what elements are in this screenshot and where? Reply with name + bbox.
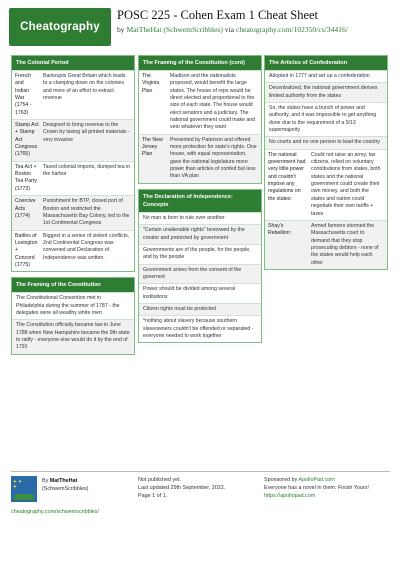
author-link[interactable]: MatTheHat (SchwemScribbles) xyxy=(126,25,223,34)
footer-sponsor xyxy=(264,476,388,500)
box-heading: The Colonial Period xyxy=(12,56,134,70)
column-1 xyxy=(11,55,135,360)
box-heading: The Framing of the Constitution (cont) xyxy=(139,56,261,70)
articles-box xyxy=(264,55,388,270)
row-key: The New Jersey Plan xyxy=(142,136,163,158)
sponsor-prefix: Sponsored by xyxy=(264,477,299,483)
paragraph: The Constitution officially became law in June 1788 when New Hampshire became the 9th state to ratify - everyone else would do it by the end of 1791 xyxy=(12,319,134,353)
paragraph: *nothing about slavery because southern slaveowners couldn't be offended or separated - everyone needed to work together xyxy=(139,315,261,342)
author-info xyxy=(42,478,88,493)
box-heading: The Framing of the Constitution xyxy=(12,278,134,292)
row-key: Stamp Act + Stamp Act Congress (1765) xyxy=(15,122,39,158)
author-prefix: By xyxy=(42,478,50,484)
byline xyxy=(117,25,348,34)
table-row xyxy=(139,70,261,134)
row-value: Punishment for BTP, closed port of Boston and restricted the Massachusetts Bay Colony, led to the 1st Continental Congress xyxy=(43,198,130,227)
table-row xyxy=(12,161,134,195)
row-value: Taxed colonial imports, dumped tea in the harbor xyxy=(43,163,131,178)
table-row xyxy=(12,230,134,272)
paragraph: The Constitutional Convention met in Philadelphia during the summer of 1787 - the delegates were all wealthy white men xyxy=(12,292,134,319)
row-value: Biggest in a series of violent conflicts, 2nd Continental Congress was convened and Declaration of Independence was written. xyxy=(43,232,130,261)
paragraph: No man is born to rule over another xyxy=(139,212,261,224)
row-value: Armed farmers stormed the Massachusetts court to demand that they stop prosecuting debtors - none of the states would help each other xyxy=(311,222,379,266)
column-3 xyxy=(264,55,388,275)
avatar-ground xyxy=(14,494,34,500)
sponsor-link[interactable]: ApolloPad.com xyxy=(298,477,335,483)
footer-meta xyxy=(138,476,262,500)
row-key: Battles of Lexington + Concord (1775) xyxy=(15,232,38,268)
byline-via: via xyxy=(222,25,236,34)
paragraph: So, the states have a bunch of power and authority, and it was impossible to get anything done due to the requirement of a 9/13 supermajority xyxy=(265,102,387,136)
table-row xyxy=(12,195,134,229)
framing-cont-box xyxy=(138,55,262,184)
author-name-link[interactable]: MatTheHat xyxy=(49,478,78,484)
row-key: The national government had very little power and couldn't impose any regulations on the states: xyxy=(268,151,306,202)
logo-text: Cheatography xyxy=(20,21,100,33)
paragraph: Adopted in 1777 and set up a confederation xyxy=(265,70,387,82)
author-handle: (SchwemScribbles) xyxy=(42,485,89,492)
byline-prefix: by xyxy=(117,25,127,34)
page-title: POSC 225 - Cohen Exam 1 Cheat Sheet xyxy=(117,8,319,22)
table-row xyxy=(265,149,387,220)
sponsor-text: Everyone has a novel in them. Finish Yours! xyxy=(264,485,369,491)
row-value: Bankrupts Great Britain which leads to a clamping down on the colonies and more of an effort to extract revenue xyxy=(43,73,126,102)
cheatography-logo[interactable] xyxy=(9,8,111,46)
sponsor-url-link[interactable]: https://apollopad.com xyxy=(264,493,316,499)
row-key: The Virginia Plan xyxy=(142,73,160,94)
paragraph: Decentralized, the national government derives limited authority from the states xyxy=(265,82,387,102)
paragraph: Governments are of the people, for the people, and by the people xyxy=(139,244,261,264)
box-heading: The Declaration of Independence: Concepts xyxy=(139,190,261,212)
row-key: French and Indian War (1754 - 1763) xyxy=(15,73,32,116)
table-row xyxy=(265,220,387,269)
row-value: Designed to bring revenue to the Crown by taxing all printed materials - very invasive xyxy=(43,122,130,143)
footer xyxy=(11,471,390,531)
header xyxy=(0,0,400,53)
paragraph: "Certain unalienable rights" bestowed by the creator and protected by government xyxy=(139,224,261,244)
declaration-box xyxy=(138,189,262,343)
paragraph: Power should be divided among several institutions xyxy=(139,283,261,303)
avatar[interactable] xyxy=(11,476,37,502)
row-key: Tea Act + Boston Tea Party (1773) xyxy=(15,163,37,192)
box-heading: The Articles of Confederation xyxy=(265,56,387,70)
row-value: Could not raise an army, tax citizens, relied on voluntary contributions from states, both states and the national government could create their own money, and both the states and nation could negotiate their own tariffs + taxes xyxy=(311,151,381,217)
avatar-image: ✦ ✦ ✦ xyxy=(13,479,22,489)
column-2 xyxy=(138,55,262,348)
paragraph: No courts and no one person to lead the country xyxy=(265,136,387,148)
sheet-url-link[interactable]: cheatography.com/102350/cs/34416/ xyxy=(235,25,348,34)
published-status: Not published yet. xyxy=(138,477,182,483)
table-row xyxy=(12,119,134,161)
row-key: Shay's Rebellion: xyxy=(268,222,292,237)
colonial-period-box xyxy=(11,55,135,272)
author-profile-link[interactable]: cheatography.com/schwemscribbles/ xyxy=(11,509,99,515)
row-value: Presented by Paterson and offered more protection for state's rights. One house, with equal representation, gave the national legislature more power than articles of confed but less than VA plan xyxy=(170,136,257,180)
row-key: Coercive Acts (1774) xyxy=(15,198,36,219)
table-row xyxy=(139,134,261,183)
page-number: Page 1 of 1. xyxy=(138,493,168,499)
paragraph: Government arises from the consent of the governed xyxy=(139,264,261,284)
table-row xyxy=(12,70,134,119)
row-value: Madison and the nationalists proposed, would benefit the large states. The house of reps would be direct elected and proportional to the size of each state. The house would elect senators and a judiciary. The national government could make and veto whatever they want xyxy=(170,73,256,131)
paragraph: Citizen rights must be protected xyxy=(139,303,261,315)
framing-box xyxy=(11,277,135,354)
last-updated: Last updated 29th September, 2022. xyxy=(138,485,226,491)
